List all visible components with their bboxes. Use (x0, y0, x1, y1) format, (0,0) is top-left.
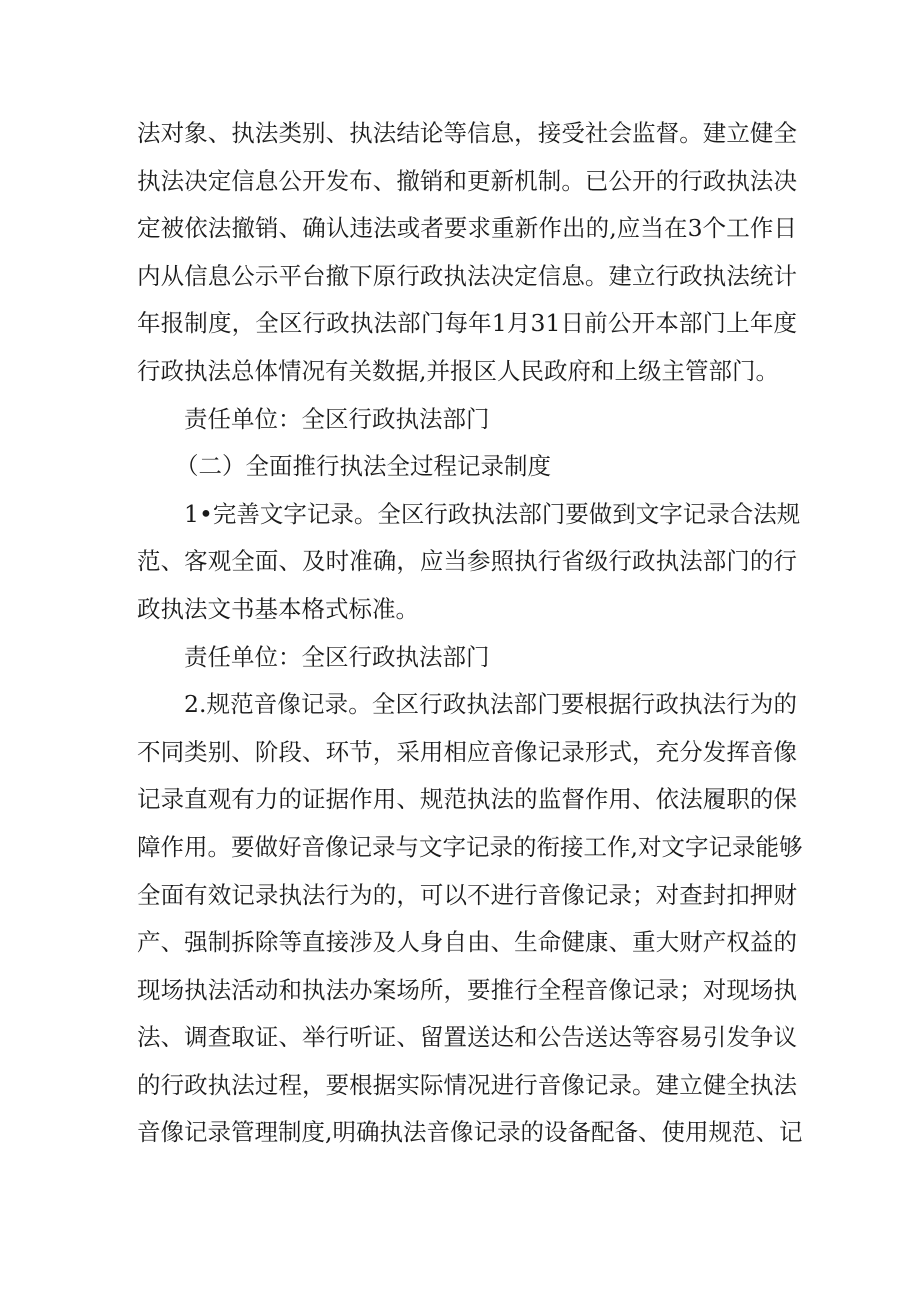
document-body (137, 110, 803, 1157)
paragraph-line: 不同类别、阶段、环节，采用相应音像记录形式，充分发挥音像 (137, 737, 797, 766)
paragraph-line: 的行政执法过程，要根据实际情况进行音像记录。建立健全执法 (137, 1070, 797, 1099)
paragraph-line: 音像记录管理制度,明确执法音像记录的设备配备、使用规范、记 (137, 1118, 803, 1147)
paragraph-line: 现场执法活动和执法办案场所，要推行全程音像记录；对现场执 (137, 975, 797, 1004)
section-heading: （二）全面推行执法全过程记录制度 (175, 452, 551, 481)
paragraph-line: 定被依法撤销、确认违法或者要求重新作出的,应当在3个工作日 (137, 214, 797, 243)
paragraph-line: 范、客观全面、及时准确，应当参照执行省级行政执法部门的行 (137, 547, 797, 576)
responsible-unit: 责任单位：全区行政执法部门 (184, 404, 490, 433)
paragraph-line: 法、调查取证、举行听证、留置送达和公告送达等容易引发争议 (137, 1023, 797, 1052)
paragraph-line: 全面有效记录执法行为的，可以不进行音像记录；对查封扣押财 (137, 880, 797, 909)
paragraph-line: 1•完善文字记录。全区行政执法部门要做到文字记录合法规 (184, 499, 801, 528)
paragraph-line: 记录直观有力的证据作用、规范执法的监督作用、依法履职的保 (137, 785, 797, 814)
paragraph-line: 政执法文书基本格式标准。 (137, 594, 419, 623)
paragraph-line: 2.规范音像记录。全区行政执法部门要根据行政执法行为的 (184, 690, 797, 719)
paragraph-line: 年报制度，全区行政执法部门每年1月31日前公开本部门上年度 (137, 309, 797, 338)
responsible-unit: 责任单位：全区行政执法部门 (184, 642, 490, 671)
paragraph-line: 法对象、执法类别、执法结论等信息，接受社会监督。建立健全 (137, 119, 797, 147)
paragraph-line: 执法决定信息公开发布、撤销和更新机制。已公开的行政执法决 (137, 166, 797, 195)
paragraph-line: 产、强制拆除等直接涉及人身自由、生命健康、重大财产权益的 (137, 928, 797, 957)
paragraph-line: 行政执法总体情况有关数据,并报区人民政府和上级主管部门。 (137, 356, 779, 385)
paragraph-line: 障作用。要做好音像记录与文字记录的衔接工作,对文字记录能够 (137, 832, 803, 861)
paragraph-line: 内从信息公示平台撤下原行政执法决定信息。建立行政执法统计 (137, 261, 797, 290)
